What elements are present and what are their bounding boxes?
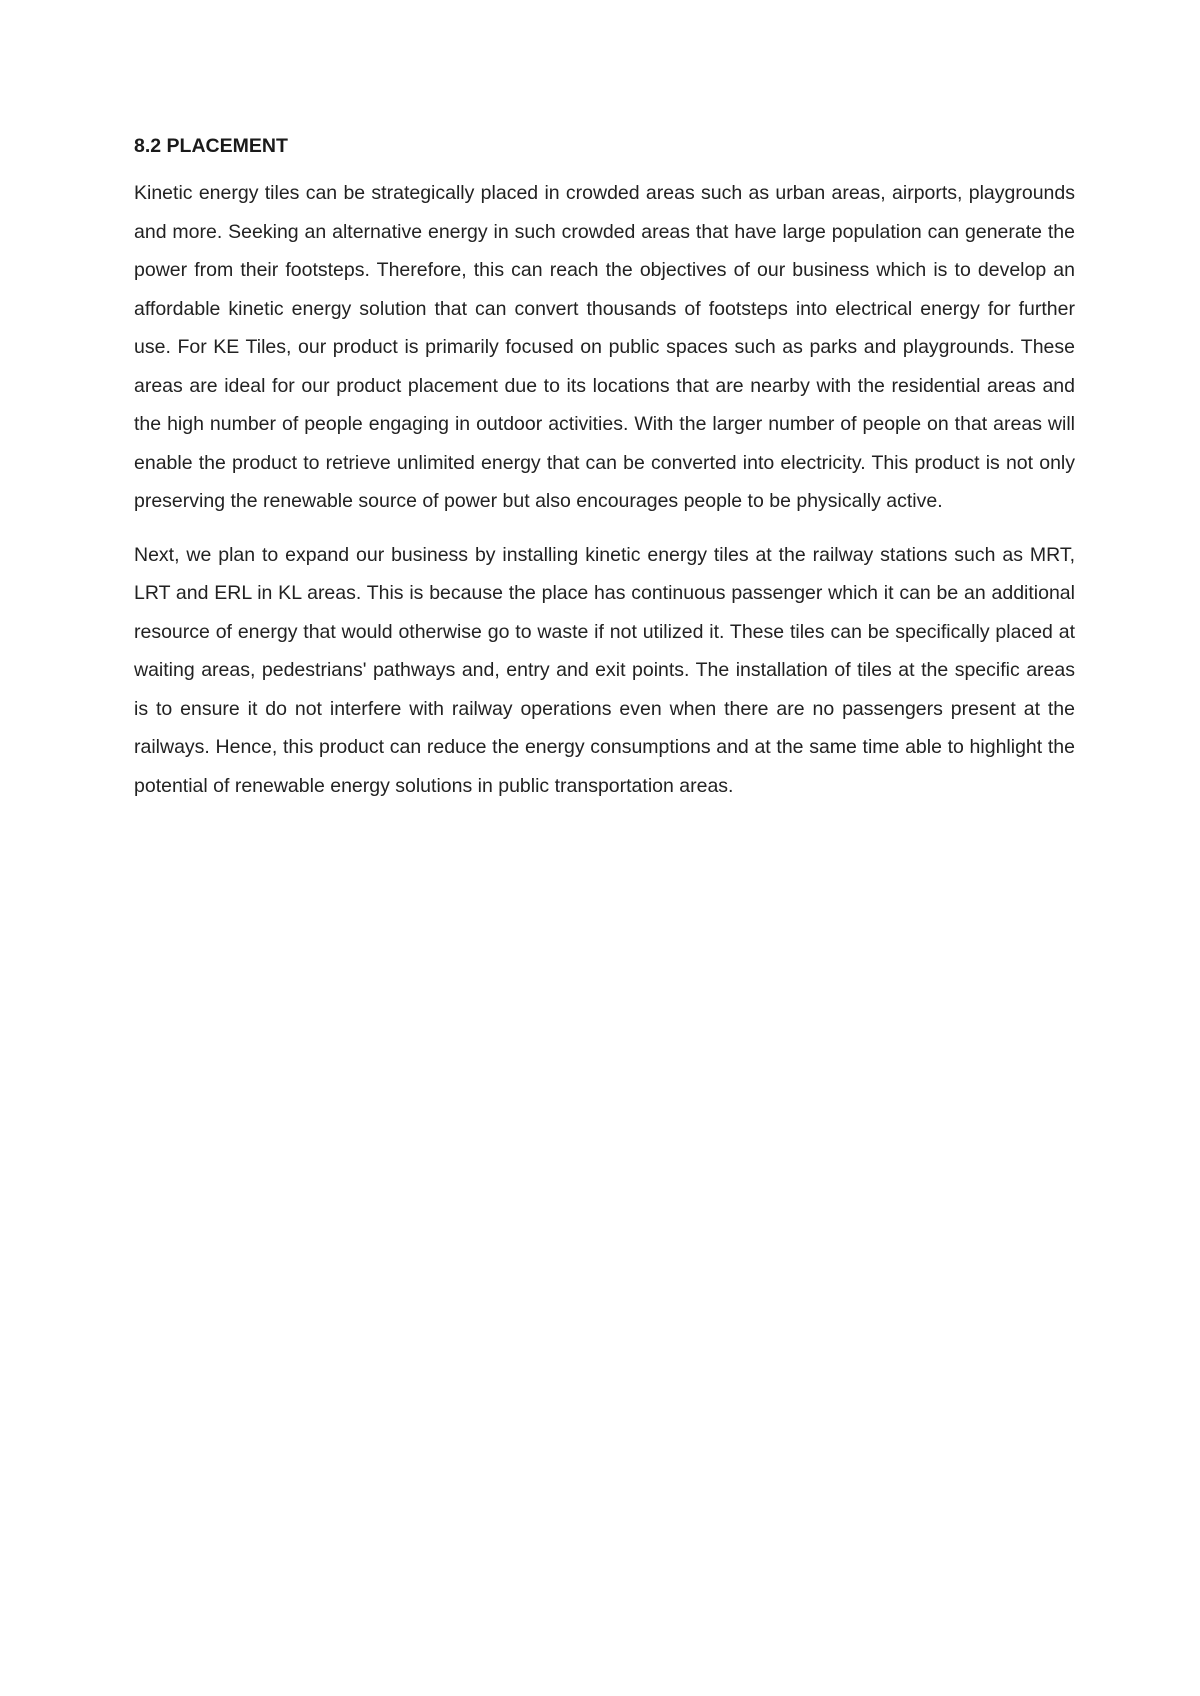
- paragraph-placement-railway-stations: Next, we plan to expand our business by installing kinetic energy tiles at the railway stations such as MRT, LRT and ERL in KL areas. This is because the place has continuous passenger which it can be an additional resource of energy that would otherwise go to waste if not utilized it. These tiles can be specifically placed at waiting areas, pedestrians' pathways and, entry and exit points. The installation of tiles at the specific areas is to ensure it do not interfere with railway operations even when there are no passengers present at the railways. Hence, this product can reduce the energy consumptions and at the same time able to highlight the potential of renewable energy solutions in public transportation areas.: [134, 543, 1075, 797]
- section-heading: 8.2 PLACEMENT: [134, 135, 288, 157]
- document-body: [134, 132, 1075, 820]
- paragraph-placement-public-spaces: Kinetic energy tiles can be strategically placed in crowded areas such as urban areas, airports, playgrounds and more. Seeking an alternative energy in such crowded areas that have large population can generate the power from their footsteps. Therefore, this can reach the objectives of our business which is to develop an affordable kinetic energy solution that can convert thousands of footsteps into electrical energy for further use. For KE Tiles, our product is primarily focused on public spaces such as parks and playgrounds. These areas are ideal for our product placement due to its locations that are nearby with the residential areas and the high number of people engaging in outdoor activities. With the larger number of people on that areas will enable the product to retrieve unlimited energy that can be converted into electricity. This product is not only preserving the renewable source of power but also encourages people to be physically active.: [134, 182, 1075, 512]
